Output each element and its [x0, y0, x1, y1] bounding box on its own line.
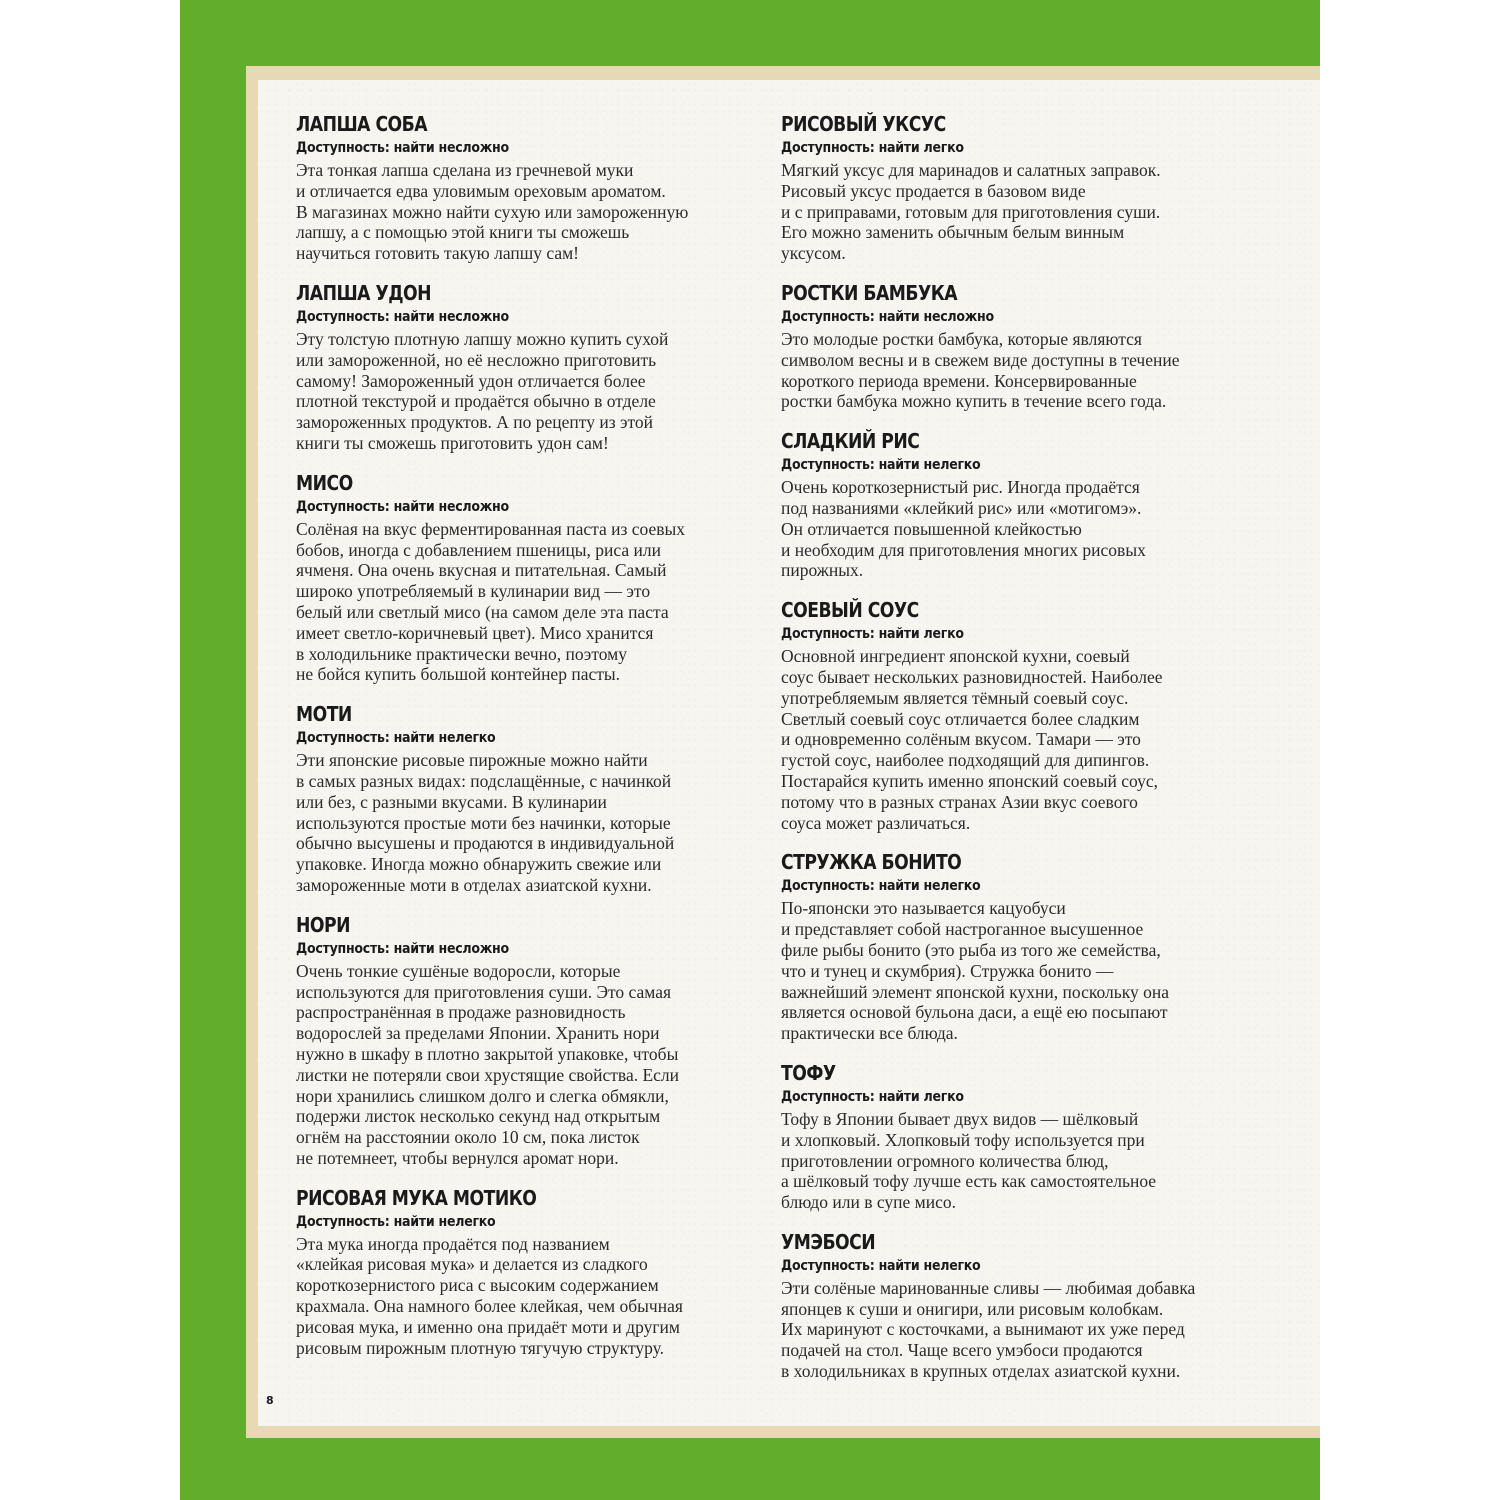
description-line: Эту толстую плотную лапшу можно купить сухой — [296, 328, 669, 349]
description-line: блюдо или в супе мисо. — [781, 1192, 957, 1213]
description-line: или замороженной, но её несложно приготовить — [296, 349, 657, 370]
description-line: огнём на расстоянии около 10 см, пока листок — [296, 1127, 640, 1148]
ingredient-title: СЛАДКИЙ РИС — [781, 429, 920, 454]
description-line: По-японски это называется кацуобуси — [781, 898, 1066, 919]
description-line: подержи листок несколько секунд над открытым — [296, 1106, 661, 1127]
description-line: Его можно заменить обычным белым винным — [781, 222, 1125, 243]
description-line: или без, с разными вкусами. В кулинарии — [296, 791, 607, 812]
description-line: белый или светлый мисо (на самом деле эта паста — [296, 601, 669, 622]
availability-label: Доступность: найти легко — [781, 140, 964, 156]
description-line: в самых разных видах: подслащённые, с начинкой — [296, 770, 672, 791]
description-line: и отличается едва уловимым ореховым ароматом. — [296, 180, 666, 201]
ingredient-entry — [296, 471, 746, 685]
ingredient-description — [296, 1234, 746, 1359]
description-line: уксусом. — [781, 243, 846, 264]
description-line: употребляемым является тёмный соевый соус. — [781, 687, 1129, 708]
description-line: является основой бульона даси, а ещё ею посыпают — [781, 1002, 1168, 1023]
ingredient-title: РИСОВЫЙ УКСУС — [781, 112, 946, 136]
description-line: лапшу, а с помощью этой книги ты сможешь — [296, 222, 630, 243]
ingredient-description — [781, 1109, 1231, 1213]
ingredient-title: ЛАПША УДОН — [296, 280, 431, 305]
ingredient-entry — [781, 429, 1231, 581]
description-line: ростки бамбука можно купить в течение всего года. — [781, 391, 1167, 412]
description-line: «клейкая рисовая мука» и делается из сладкого — [296, 1254, 648, 1275]
description-line: Основной ингредиент японской кухни, соевый — [781, 646, 1130, 667]
description-line: плотной текстурой и продаётся обычно в отделе — [296, 391, 656, 412]
ingredient-entry — [296, 281, 746, 454]
description-line: широко употребляемый в кулинарии вид — это — [296, 581, 651, 602]
ingredient-title: МОТИ — [296, 702, 352, 727]
ingredient-description — [781, 329, 1231, 412]
ingredient-title: РОСТКИ БАМБУКА — [781, 280, 958, 305]
ingredient-description — [781, 477, 1231, 581]
description-line: Это молодые ростки бамбука, которые являются — [781, 328, 1142, 349]
description-line: и представляет собой настроганное высушенное — [781, 919, 1144, 940]
ingredient-description — [296, 750, 746, 896]
availability-label: Доступность: найти несложно — [296, 140, 509, 156]
availability-label: Доступность: найти нелегко — [781, 878, 981, 895]
description-line: рисовая мука, и именно она придаёт моти и другим — [296, 1316, 680, 1337]
availability-label: Доступность: найти несложно — [296, 308, 509, 325]
description-line: приготовлении огромного количества блюд, — [781, 1150, 1109, 1171]
ingredient-title: УМЭБОСИ — [781, 1229, 876, 1254]
description-line: замороженные моти в отделах азиатской кухни. — [296, 874, 652, 895]
ingredient-description — [296, 961, 746, 1169]
ingredient-entry — [781, 1061, 1231, 1213]
ingredient-entry — [296, 1186, 746, 1359]
description-line: Их маринуют с косточками, а вынимают их уже перед — [781, 1319, 1185, 1340]
description-line: Он отличается повышенной клейкостью — [781, 518, 1082, 539]
ingredient-title: СТРУЖКА БОНИТО — [781, 850, 962, 875]
ingredient-entry — [296, 702, 746, 896]
description-line: и необходим для приготовления многих рисовых — [781, 539, 1146, 560]
ingredient-description — [296, 329, 746, 454]
description-line: Светлый соевый соус отличается более сладким — [781, 708, 1140, 729]
description-line: Мягкий уксус для маринадов и салатных заправок. — [781, 160, 1161, 180]
availability-label: Доступность: найти легко — [781, 626, 964, 643]
description-line: что и тунец и скумбрия). Стружка бонито — — [781, 960, 1114, 981]
description-line: замороженных продуктов. А по рецепту из этой — [296, 412, 654, 433]
description-line: а шёлковый тофу лучше есть как самостоятельное — [781, 1171, 1157, 1192]
ingredient-title: ТОФУ — [781, 1060, 836, 1085]
description-line: и одновременно солёным вкусом. Тамари — это — [781, 729, 1141, 750]
description-line: пирожных. — [781, 560, 864, 581]
ingredient-description — [296, 160, 746, 264]
ingredient-description — [781, 160, 1231, 264]
description-line: не потемнеет, чтобы вернулся аромат нори. — [296, 1147, 619, 1168]
description-line: и хлопковый. Хлопковый тофу используется при — [781, 1129, 1145, 1150]
description-line: соуса может различаться. — [781, 812, 971, 833]
description-line: филе рыбы бонито (это рыба из того же семейства, — [781, 939, 1161, 960]
description-line: в холодильниках в крупных отделах азиатской кухни. — [781, 1361, 1181, 1382]
availability-label: Доступность: найти нелегко — [296, 1213, 496, 1230]
description-line: упаковке. Иногда можно обнаружить свежие или — [296, 854, 662, 875]
description-line: бобов, иногда с добавлением пшеницы, риса или — [296, 539, 662, 560]
description-line: научиться готовить такую лапшу сам! — [296, 243, 580, 264]
description-line: Очень тонкие сушёные водоросли, которые — [296, 960, 621, 981]
description-line: книги ты сможешь приготовить удон сам! — [296, 432, 609, 453]
availability-label: Доступность: найти нелегко — [781, 457, 981, 474]
description-line: не бойся купить большой контейнер пасты. — [296, 664, 621, 685]
description-line: под названиями «клейкий рис» или «мотигомэ». — [781, 497, 1142, 518]
description-line: важнейший элемент японской кухни, поскольку она — [781, 981, 1169, 1002]
ingredient-entry — [296, 112, 746, 264]
description-line: практически все блюда. — [781, 1023, 958, 1044]
description-line: распространённая в продаже разновидность — [296, 1002, 626, 1023]
description-line: Эти солёные маринованные сливы — любимая добавка — [781, 1277, 1196, 1298]
description-line: потому что в разных странах Азии вкус соевого — [781, 791, 1138, 812]
description-line: и с приправами, готовым для приготовления суши. — [781, 201, 1161, 222]
description-line: Рисовый уксус продается в базовом виде — [781, 180, 1086, 201]
availability-label: Доступность: найти легко — [781, 1088, 964, 1105]
ingredient-description — [781, 646, 1231, 833]
ingredient-entry — [781, 1230, 1231, 1382]
ingredient-title: ЛАПША СОБА — [296, 112, 428, 136]
description-line: В магазинах можно найти сухую или замороженную — [296, 201, 689, 222]
description-line: короткозернистого риса с высоким содержанием — [296, 1275, 659, 1296]
description-line: Эта тонкая лапша сделана из гречневой муки — [296, 160, 634, 180]
description-line: Очень короткозернистый рис. Иногда продаётся — [781, 477, 1140, 498]
availability-label: Доступность: найти несложно — [781, 308, 994, 325]
description-line: соус бывает нескольких разновидностей. Наиболее — [781, 666, 1163, 687]
ingredient-entry — [296, 913, 746, 1169]
description-line: листки не потеряли свои хрустящие свойства. Если — [296, 1064, 680, 1085]
right-column — [781, 112, 1231, 1399]
description-line: крахмала. Она намного более клейкая, чем обычная — [296, 1296, 683, 1317]
ingredient-description — [296, 519, 746, 685]
description-line: ячменя. Она очень вкусная и питательная. Самый — [296, 560, 667, 581]
ingredient-entry — [781, 598, 1231, 833]
description-line: имеет светло-коричневый цвет). Мисо хранится — [296, 622, 654, 643]
description-line: рисовым пирожным плотную тягучую структуру. — [296, 1337, 665, 1358]
description-line: Эти японские рисовые пирожные можно найти — [296, 750, 648, 771]
ingredient-description — [781, 898, 1231, 1044]
ingredient-title: СОЕВЫЙ СОУС — [781, 598, 919, 623]
ingredient-title: НОРИ — [296, 912, 350, 937]
description-line: водорослей за пределами Японии. Хранить нори — [296, 1023, 660, 1044]
ingredient-title: РИСОВАЯ МУКА МОТИКО — [296, 1185, 537, 1210]
ingredient-title: МИСО — [296, 470, 353, 495]
page-number: 8 — [266, 1394, 274, 1407]
ingredient-description — [781, 1278, 1231, 1382]
description-line: Эта мука иногда продаётся под названием — [296, 1233, 610, 1254]
description-line: используются простые моти без начинки, которые — [296, 812, 671, 833]
ingredient-entry — [781, 281, 1231, 412]
description-line: нори хранились слишком долго и слегка обмякли, — [296, 1085, 669, 1106]
description-line: обычно высушены и продаются в индивидуальной — [296, 833, 675, 854]
ingredient-entry — [781, 850, 1231, 1044]
description-line: подачей на стол. Чаще всего умэбоси продаются — [781, 1340, 1143, 1361]
description-line: короткого периода времени. Консервированные — [781, 370, 1137, 391]
availability-label: Доступность: найти нелегко — [781, 1257, 981, 1274]
description-line: густой соус, наиболее подходящий для дипингов. — [781, 750, 1150, 771]
description-line: нужно в шкафу в плотно закрытой упаковке, чтобы — [296, 1043, 679, 1064]
description-line: Тофу в Японии бывает двух видов — шёлковый — [781, 1108, 1139, 1129]
description-line: самому! Замороженный удон отличается более — [296, 370, 646, 391]
description-line: Постарайся купить именно японский соевый соус, — [781, 770, 1159, 791]
availability-label: Доступность: найти несложно — [296, 498, 509, 515]
description-line: символом весны и в свежем виде доступны в течение — [781, 349, 1180, 370]
description-line: в холодильнике практически вечно, поэтому — [296, 643, 627, 664]
description-line: используются для приготовления суши. Это самая — [296, 981, 672, 1002]
description-line: Солёная на вкус ферментированная паста из соевых — [296, 518, 686, 539]
left-column — [296, 112, 746, 1375]
availability-label: Доступность: найти несложно — [296, 940, 509, 957]
ingredient-entry — [781, 112, 1231, 264]
availability-label: Доступность: найти нелегко — [296, 730, 496, 747]
description-line: японцев к суши и онигири, или рисовым колобкам. — [781, 1298, 1164, 1319]
